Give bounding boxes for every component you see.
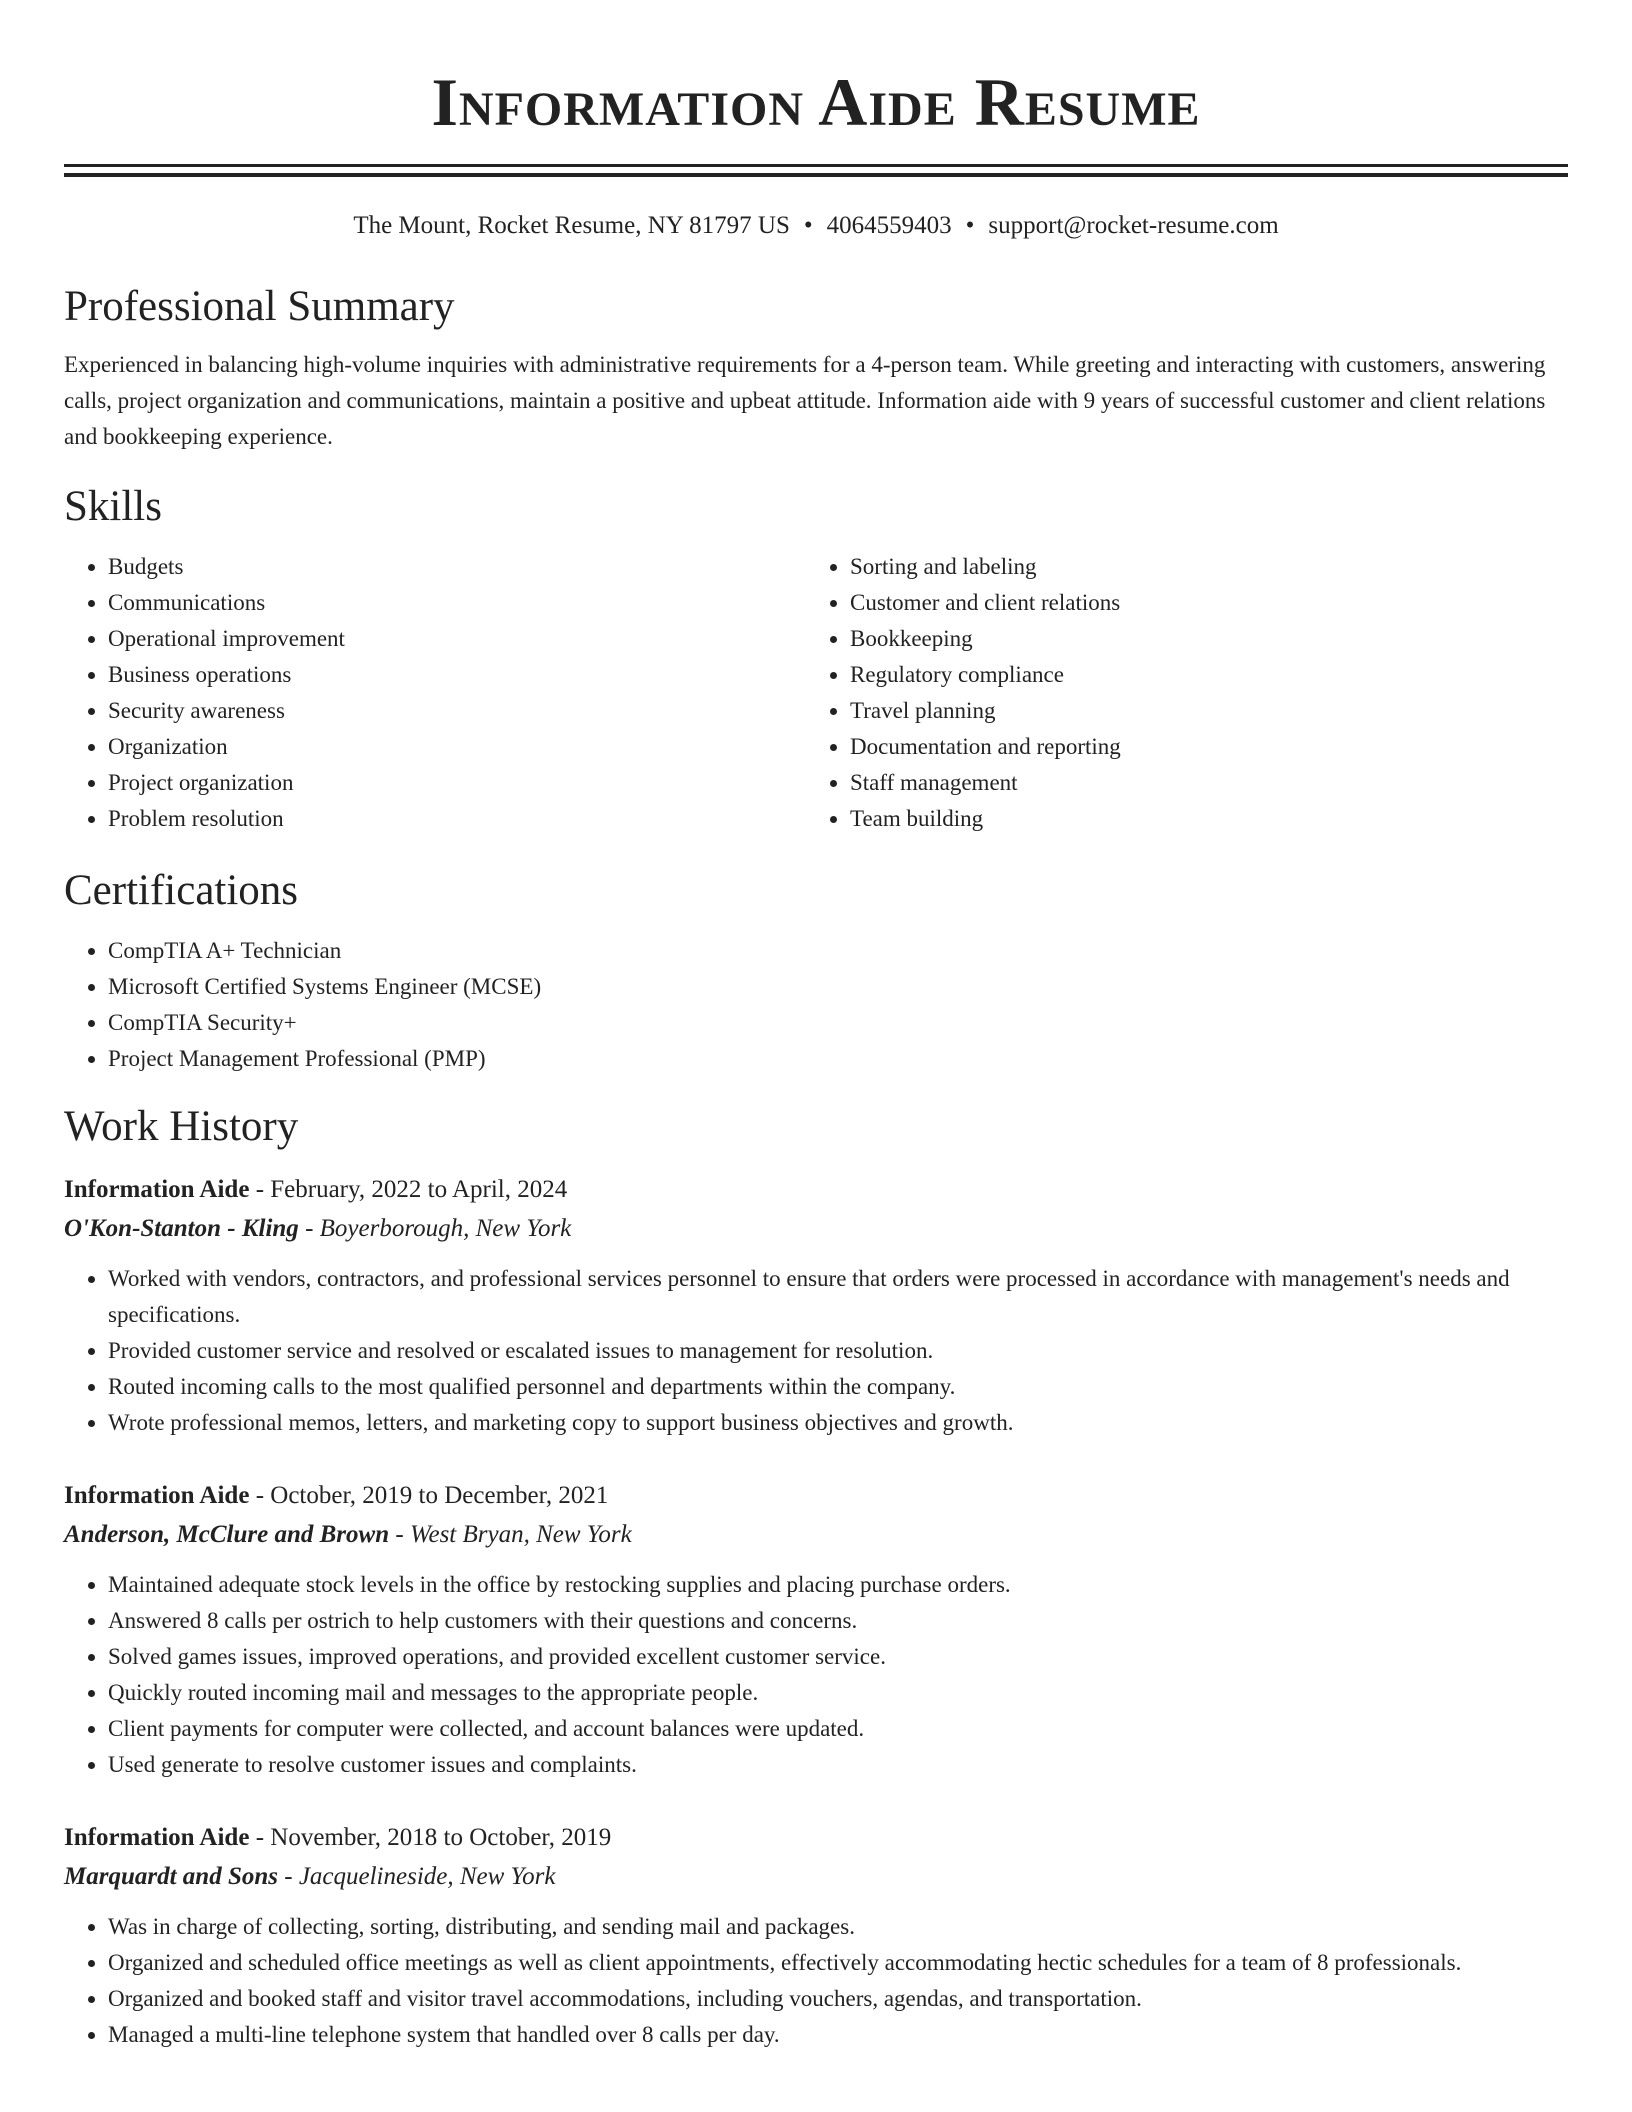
skills-heading: Skills (64, 483, 162, 530)
contact-email: support@rocket-resume.com (988, 212, 1279, 239)
job-bullet: • Maintained adequate stock levels in the office by restocking supplies and placing purchase orders. (108, 1567, 1568, 1603)
job-bullet: • Solved games issues, improved operations, and provided excellent customer service. (108, 1639, 1568, 1675)
job-entry (64, 1477, 1568, 1783)
job-title-line (64, 1819, 1568, 1857)
resume-page (64, 0, 1568, 2053)
job-dash: - (249, 1824, 271, 1851)
skill-item: • Bookkeeping (850, 621, 1548, 657)
contact-address: The Mount, Rocket Resume, NY 81797 US (353, 212, 790, 239)
skill-item: • Travel planning (850, 693, 1548, 729)
company-location: Jacquelineside, New York (298, 1863, 556, 1890)
job-dates: November, 2018 to October, 2019 (270, 1824, 612, 1851)
company-line (64, 1857, 1568, 1897)
company-dash: - (389, 1521, 410, 1548)
contact-separator: • (803, 212, 813, 239)
skill-item: • Operational improvement (108, 621, 806, 657)
job-title: Information Aide (64, 1824, 250, 1851)
job-bullet: • Managed a multi-line telephone system that handled over 8 calls per day. (108, 2017, 1568, 2053)
company-name: Marquardt and Sons (64, 1863, 278, 1890)
contact-line (64, 209, 1568, 243)
job-dash: - (249, 1482, 271, 1509)
job-bullet: • Organized and booked staff and visitor travel accommodations, including vouchers, agendas, and transportation. (108, 1981, 1568, 2017)
skill-item: • Team building (850, 801, 1548, 837)
job-bullet: • Provided customer service and resolved or escalated issues to management for resolution. (108, 1333, 1568, 1369)
company-name: O'Kon-Stanton - Kling (64, 1215, 299, 1242)
summary-heading: Professional Summary (64, 283, 455, 330)
company-line (64, 1209, 1568, 1249)
skill-item: • Security awareness (108, 693, 806, 729)
skill-item: • Documentation and reporting (850, 729, 1548, 765)
job-bullet: • Worked with vendors, contractors, and professional services personnel to ensure that orders were processed in accordance with management's needs and specifications. (108, 1261, 1568, 1333)
resume-title: Information Aide Resume (431, 64, 1201, 140)
job-bullets (64, 1261, 1568, 1441)
contact-separator: • (965, 212, 975, 239)
skills-list-right (806, 549, 1548, 837)
company-location: Boyerborough, New York (319, 1215, 572, 1242)
job-bullet: • Used generate to resolve customer issues and complaints. (108, 1747, 1568, 1783)
skills-columns (64, 549, 1568, 837)
company-line (64, 1515, 1568, 1555)
contact-phone: 4064559403 (826, 212, 952, 239)
certification-item: • CompTIA Security+ (108, 1005, 1568, 1041)
job-title-line (64, 1477, 1568, 1515)
job-title-line (64, 1171, 1568, 1209)
skill-item: • Customer and client relations (850, 585, 1548, 621)
skill-item: • Sorting and labeling (850, 549, 1548, 585)
certification-item: • Project Management Professional (PMP) (108, 1041, 1568, 1077)
summary-text: Experienced in balancing high-volume inquiries with administrative requirements for a 4-person team. While greeting and interacting with customers, answering calls, project organization and communications, maintain a positive and upbeat attitude. Information aide with 9 years of successful customer and client relations and bookkeeping experience. (64, 352, 1546, 449)
job-title: Information Aide (64, 1176, 250, 1203)
certification-item: • Microsoft Certified Systems Engineer (MCSE) (108, 969, 1568, 1005)
certification-item: • CompTIA A+ Technician (108, 933, 1568, 969)
work-history-heading: Work History (64, 1103, 299, 1150)
skill-item: • Project organization (108, 765, 806, 801)
company-location: West Bryan, New York (409, 1521, 632, 1548)
job-title: Information Aide (64, 1482, 250, 1509)
job-bullet: • Answered 8 calls per ostrich to help customers with their questions and concerns. (108, 1603, 1568, 1639)
skills-column-right (806, 549, 1548, 837)
company-dash: - (298, 1215, 320, 1242)
skill-item: • Organization (108, 729, 806, 765)
job-bullet: • Routed incoming calls to the most qualified personnel and departments within the company. (108, 1369, 1568, 1405)
skill-item: • Staff management (850, 765, 1548, 801)
job-bullet: • Quickly routed incoming mail and messages to the appropriate people. (108, 1675, 1568, 1711)
certifications-list (64, 933, 1568, 1077)
skill-item: • Business operations (108, 657, 806, 693)
skills-list-left (64, 549, 806, 837)
job-dates: October, 2019 to December, 2021 (270, 1482, 609, 1509)
header-rule-top (64, 164, 1568, 167)
job-entry (64, 1171, 1568, 1441)
job-dash: - (249, 1176, 271, 1203)
job-bullet: • Client payments for computer were collected, and account balances were updated. (108, 1711, 1568, 1747)
skills-column-left (64, 549, 806, 837)
job-bullet: • Was in charge of collecting, sorting, distributing, and sending mail and packages. (108, 1909, 1568, 1945)
company-dash: - (277, 1863, 299, 1890)
job-bullet: • Wrote professional memos, letters, and marketing copy to support business objectives and growth. (108, 1405, 1568, 1441)
certifications-heading: Certifications (64, 867, 299, 914)
skill-item: • Budgets (108, 549, 806, 585)
job-entry (64, 1819, 1568, 2053)
header-rule-bottom (64, 173, 1568, 177)
skill-item: • Communications (108, 585, 806, 621)
job-bullets (64, 1909, 1568, 2053)
job-bullet: • Organized and scheduled office meetings as well as client appointments, effectively accommodating hectic schedules for a team of 8 professionals. (108, 1945, 1568, 1981)
job-bullets (64, 1567, 1568, 1783)
job-dates: February, 2022 to April, 2024 (270, 1176, 568, 1203)
skill-item: • Problem resolution (108, 801, 806, 837)
skill-item: • Regulatory compliance (850, 657, 1548, 693)
company-name: Anderson, McClure and Brown (64, 1521, 390, 1548)
